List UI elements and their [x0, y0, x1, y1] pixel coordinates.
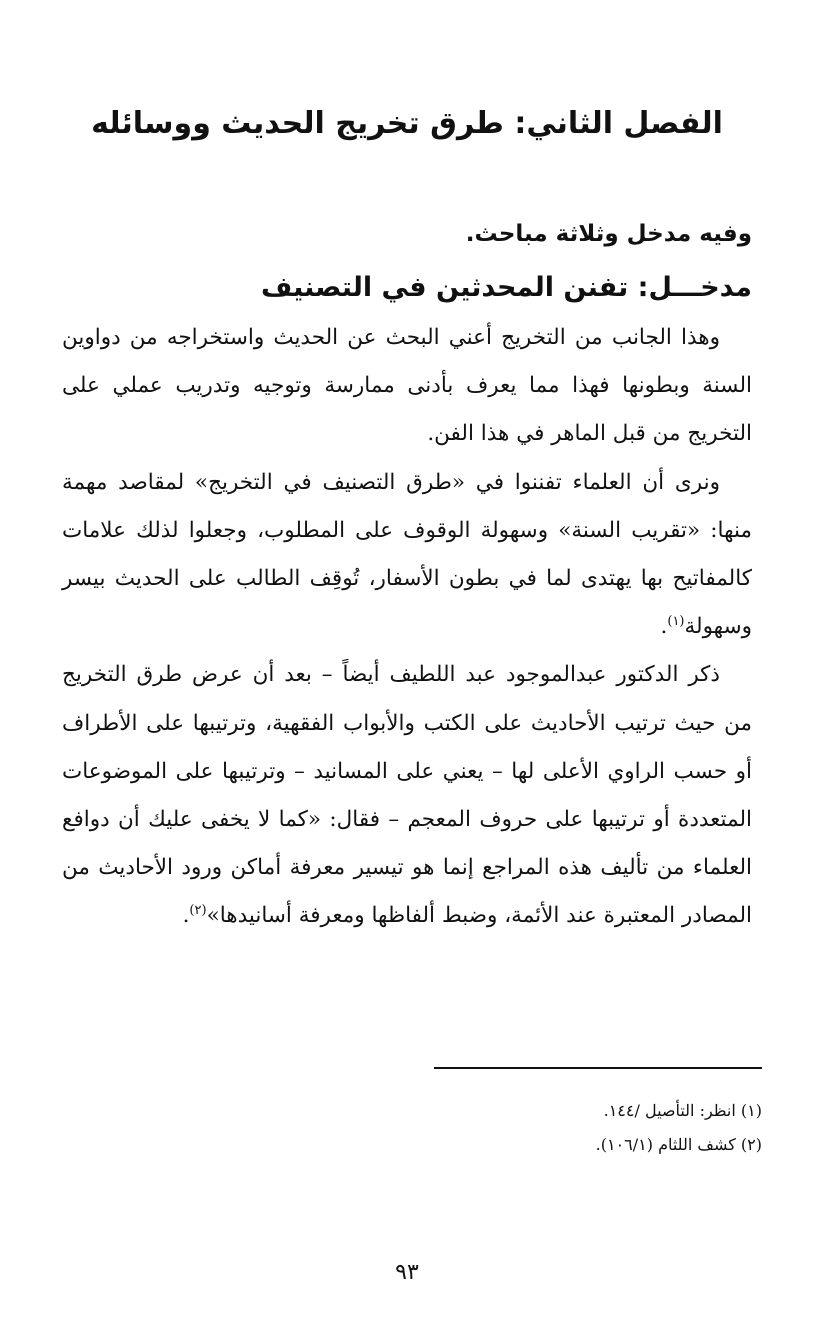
section-heading: مدخـــل: تفنن المحدثين في التصنيف	[260, 272, 752, 303]
paragraph-2-end-punctuation: .	[660, 614, 668, 640]
paragraph-3	[62, 651, 752, 940]
main-content	[62, 210, 752, 941]
footnote-reference-2[interactable]: (٢)	[189, 903, 207, 919]
paragraph-1	[62, 314, 752, 459]
paragraph-3-end-punctuation: .	[182, 903, 190, 929]
footnote-reference-1[interactable]: (١)	[667, 614, 685, 630]
page-number: ٩٣	[395, 1260, 419, 1285]
paragraph-3-text: ذكر الدكتور عبدالموجود عبد اللطيف أيضاً – بعد أن عرض طرق التخريج من حيث ترتيب الأحاديث على الكتب والأبواب الفقهية، وترتيبها على الأطراف أو حسب الراوي الأعلى لها – يعني على المسانيد – وترتيبها على الموضوعات المتعددة أو ترتيبها على حروف المعجم – فقال: «كما لا يخفى عليك أن دوافع العلماء من تأليف هذه المراجع إنما هو تيسير معرفة أماكن ورود الأحاديث من المصادر المعتبرة عند الأئمة، وضبط ألفاظها ومعرفة أسانيدها»	[62, 662, 753, 929]
footnote-2: (٢) كشف اللثام (١٠٦/١).	[595, 1135, 762, 1154]
paragraph-2	[62, 459, 752, 652]
footnotes	[62, 1094, 762, 1162]
paragraph-1-text: وهذا الجانب من التخريج أعني البحث عن الحديث واستخراجه من دواوين السنة وبطونها فهذا مما يعرف بأدنى ممارسة وتوجيه وتدريب عملي على التخريج من قبل الماهر في هذا الفن.	[62, 325, 752, 447]
paragraph-2-text: ونرى أن العلماء تفننوا في «طرق التصنيف في التخريج» لمقاصد مهمة منها: «تقريب السنة» وسهولة الوقوف على المطلوب، وجعلوا لذلك علامات كالمفاتيح بها يهتدى لما في بطون الأسفار، تُوقِف الطالب على الحديث بيسر وسهولة	[62, 469, 752, 640]
chapter-intro-line: وفيه مدخل وثلاثة مباحث.	[465, 221, 752, 247]
footnote-1: (١) انظر: التأصيل /١٤٤.	[603, 1101, 762, 1120]
footnote-separator-rule	[434, 1067, 762, 1069]
chapter-title: الفصل الثاني: طرق تخريج الحديث ووسائله	[91, 106, 723, 141]
